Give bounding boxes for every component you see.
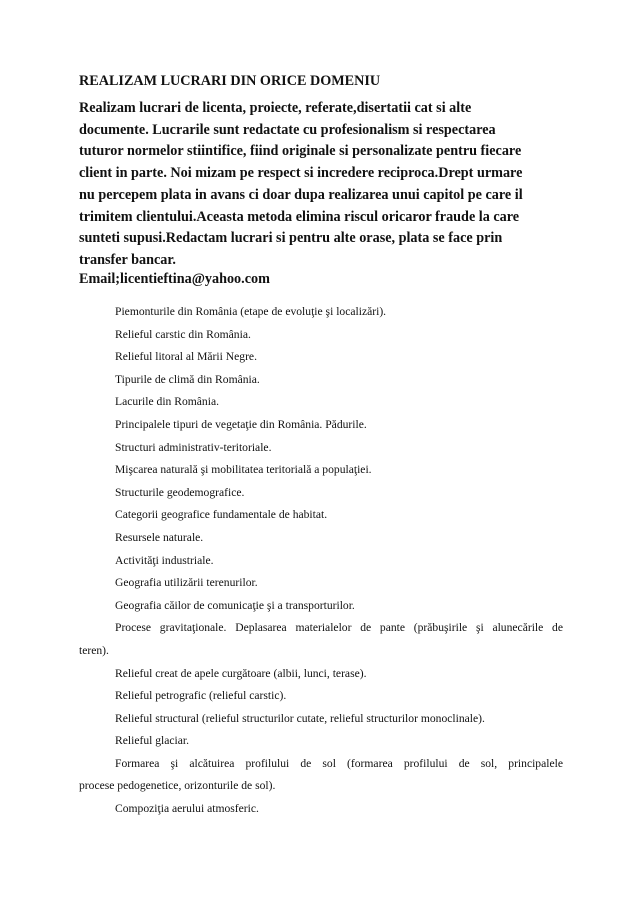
topic-item: Tipurile de climă din România. (115, 372, 260, 386)
topic-item: Geografia căilor de comunicaţie şi a transporturilor. (115, 598, 355, 612)
intro-line: trimitem clientului.Aceasta metoda elimina riscul oricaror fraude la care (79, 208, 520, 225)
topic-item: Principalele tipuri de vegetaţie din România. Pădurile. (115, 417, 367, 431)
topic-item: Relieful glaciar. (115, 734, 190, 748)
intro-line: documente. Lucrarile sunt redactate cu profesionalism si respectarea (79, 121, 496, 138)
topic-item: Mişcarea naturală şi mobilitatea teritorială a populaţiei. (115, 463, 372, 477)
topic-item: Relieful structural (relieful structurilor cutate, relieful structurilor monoclinale). (115, 711, 485, 725)
topic-item: Relieful creat de apele curgătoare (albii, lunci, terase). (115, 666, 367, 680)
topic-line-continued: teren). (79, 643, 109, 657)
intro-line: transfer bancar. (79, 251, 176, 268)
topic-item: Categorii geografice fundamentale de habitat. (115, 508, 328, 522)
topic-line: Procese gravitaţionale. Deplasarea materialelor de pante (prăbuşirile şi alunecările de (115, 621, 563, 635)
topic-item: Structurile geodemografice. (115, 485, 245, 499)
topic-line-continued: procese pedogenetice, orizonturile de sol). (79, 779, 276, 793)
page-heading: REALIZAM LUCRARI DIN ORICE DOMENIU (79, 73, 381, 89)
topic-item: Relieful litoral al Mării Negre. (115, 350, 257, 364)
topic-item: Activităţi industriale. (115, 553, 214, 567)
topic-item: Piemonturile din România (etape de evoluţie şi localizări). (115, 305, 387, 318)
topic-item-gravitational (79, 617, 563, 662)
intro-line: sunteti supusi.Redactam lucrari si pentru alte orase, plata se face prin (79, 230, 503, 247)
topic-item: Geografia utilizării terenurilor. (115, 576, 258, 590)
topic-item: Resursele naturale. (115, 530, 204, 544)
intro-line: client in parte. Noi mizam pe respect si incredere reciproca.Drept urmare (79, 165, 523, 182)
topic-item: Relieful petrografic (relieful carstic). (115, 689, 287, 703)
intro-line: nu percepem plata in avans ci doar dupa realizarea unui capitol pe care il (79, 186, 523, 203)
intro-line: tuturor normelor stiintifice, fiind originale si personalizate pentru fiecare (79, 143, 522, 160)
contact-email: Email;licentieftina@yahoo.com (79, 271, 270, 287)
intro-line: Realizam lucrari de licenta, proiecte, referate,disertatii cat si alte (79, 100, 472, 116)
topic-item: Structuri administrativ-teritoriale. (115, 440, 272, 454)
topic-list (79, 301, 563, 821)
topic-line: Formarea şi alcătuirea profilului de sol (formarea profilului de sol, principalele (115, 756, 563, 770)
topic-item: Relieful carstic din România. (115, 327, 251, 341)
topic-item: Compoziţia aerului atmosferic. (115, 802, 259, 816)
topic-item: Lacurile din România. (115, 395, 219, 409)
intro-paragraph (79, 98, 563, 272)
topic-item-soil (79, 753, 563, 798)
